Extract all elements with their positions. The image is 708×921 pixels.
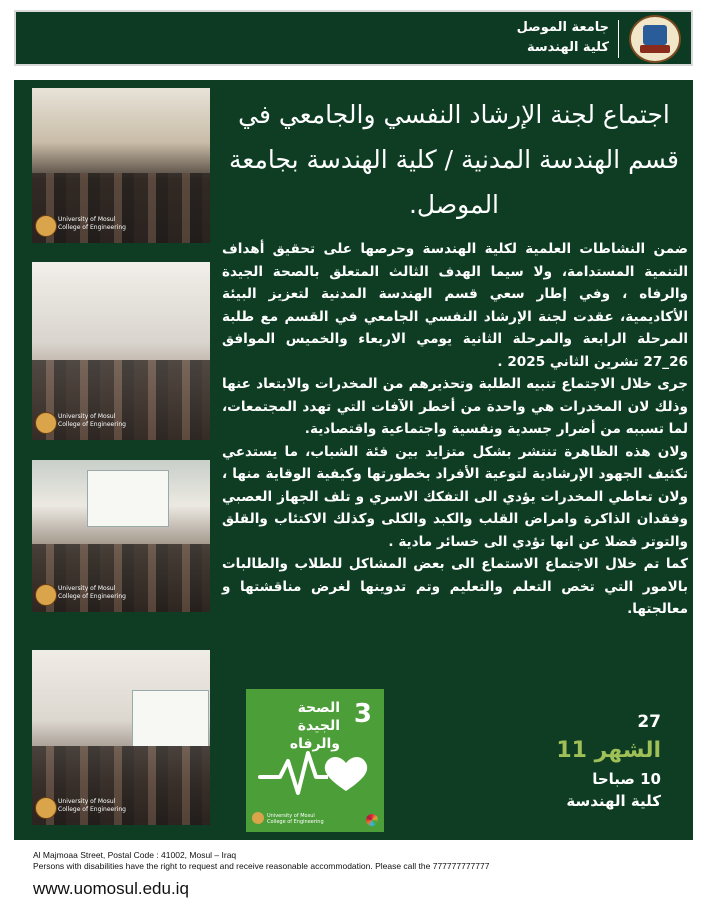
badge-logo-icon: [35, 412, 57, 434]
news-title: اجتماع لجنة الإرشاد النفسي والجامعي في قسم الهندسة المدنية / كلية الهندسة بجامعة الموصل.: [229, 100, 679, 219]
badge-line-2: College of Engineering: [58, 421, 126, 428]
header-title: [517, 18, 609, 58]
body-paragraph-4: كما تم خلال الاجتماع الاستماع الى بعض المشاكل للطلاب والطالبات بالامور التي تخص التعلم والتعليم وتم تدوينها لغرض مناقشتها و معالجتها.: [222, 556, 688, 617]
meeting-photo-3: [32, 460, 210, 612]
logo-book-icon: [640, 45, 670, 53]
meeting-photo-4: [32, 650, 210, 825]
badge-line-1: University of Mosul: [58, 585, 116, 592]
meeting-photo-2: [32, 262, 210, 440]
sdg-goal-3-tile: [246, 689, 384, 832]
body-paragraph-2: جرى خلال الاجتماع تنبيه الطلبة وتحذيرهم من المخدرات والابتعاد عنها وذلك لان المخدرات هي واحدة من أخطر الآفات التي تهدد المجتمعات، لما تسببه من أضرار جسدية ونفسية واجتماعية واقتصادية.: [222, 376, 688, 437]
news-panel: [14, 80, 693, 840]
sdg-number: 3: [353, 699, 372, 729]
badge-line-2: College of Engineering: [58, 224, 126, 231]
sdg-wheel-icon: [366, 814, 378, 826]
badge-line-1: University of Mosul: [58, 216, 116, 223]
sdg-badge-line-2: College of Engineering: [267, 819, 324, 825]
badge-logo-icon: [35, 215, 57, 237]
event-time: 10 صباحا: [592, 770, 661, 788]
event-place: كلية الهندسة: [566, 792, 661, 810]
photo-badge: [35, 795, 126, 821]
sdg-label-line-2: الجيدة والرفاه: [289, 718, 340, 752]
footer-accessibility-note: Persons with disabilities have the right to request and receive reasonable accommodation. Please call the 777777777777: [33, 861, 490, 871]
sdg-badge-line-1: University of Mosul: [267, 813, 315, 819]
news-body: [222, 238, 688, 621]
badge-logo-icon: [35, 797, 57, 819]
college-name: كلية الهندسة: [527, 40, 609, 55]
event-day: 27: [637, 712, 661, 732]
badge-logo-icon: [252, 812, 264, 824]
badge-line-2: College of Engineering: [58, 806, 126, 813]
sdg-badge: [252, 812, 324, 826]
whiteboard: [87, 470, 169, 527]
badge-line-1: University of Mosul: [58, 798, 116, 805]
body-paragraph-3: ولان هذه الظاهرة تنتشر بشكل متزايد بين فئة الشباب، ما يستدعي تكثيف الجهود الإرشادية لتوعية الأفراد بخطورتها وكيفية الوقاية منها ، ولان تعاطي المخدرات يؤدي الى التفكك الاسري و تلف الجهاز العصبي وفقدان الذاكرة وامراض القلب والكبد والكلى وكذلك الاكتئاب والقلق والتوتر فضلا عن انها تؤدي الى خسائر مادية .: [222, 443, 688, 550]
sdg-label-line-1: الصحة: [297, 700, 340, 716]
body-paragraph-1: ضمن النشاطات العلمية لكلية الهندسة وحرصها على تحقيق أهداف التنمية المستدامة، ولا سيما الهدف الثالث المتعلق بالصحة الجيدة والرفاه ، وفي إطار سعي قسم الهندسة المدنية لتعزيز البيئة الأكاديمية، عقدت لجنة الإرشاد النفسي الجامعي في القسم مع طلبة المرحلة الرابعة والمرحلة الثانية يومي الاربعاء والخميس الموافق 26_27 تشرين الثاني 2025 .: [222, 241, 688, 370]
badge-logo-icon: [35, 584, 57, 606]
header-bar: [14, 10, 693, 66]
badge-line-1: University of Mosul: [58, 413, 116, 420]
meeting-photo-1: [32, 88, 210, 243]
university-logo-icon: [629, 15, 681, 63]
footer-website-link[interactable]: www.uomosul.edu.iq: [33, 879, 189, 898]
photo-badge: [35, 213, 126, 239]
university-name: جامعة الموصل: [516, 20, 609, 35]
whiteboard: [132, 690, 209, 747]
header-divider: [618, 20, 619, 58]
heartbeat-heart-icon: [258, 747, 372, 799]
logo-building-icon: [643, 25, 667, 45]
event-month: الشهر 11: [556, 738, 661, 763]
event-date-block: [556, 710, 661, 812]
page-footer: [33, 850, 489, 902]
photo-badge: [35, 410, 126, 436]
photo-badge: [35, 582, 126, 608]
footer-address: Al Majmoaa Street, Postal Code : 41002, Mosul – Iraq: [33, 850, 237, 860]
badge-line-2: College of Engineering: [58, 593, 126, 600]
